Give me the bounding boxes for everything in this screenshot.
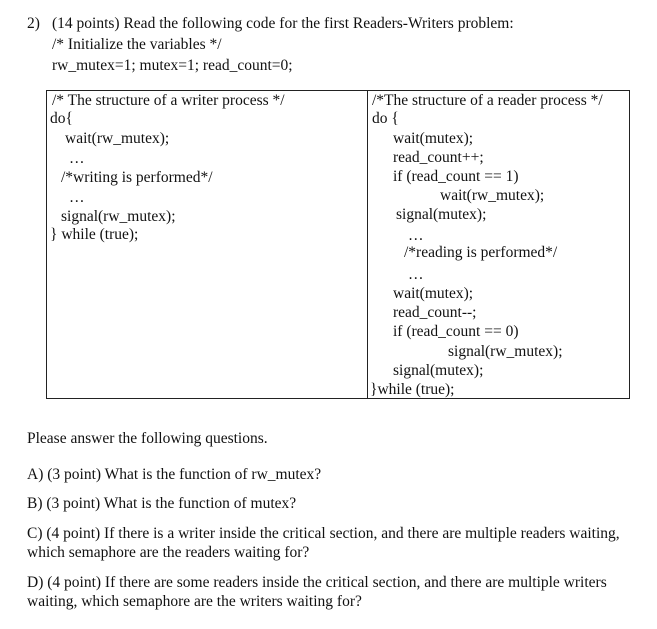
writer-while: } while (true); (50, 226, 139, 243)
writer-header: /* The structure of a writer process */ (52, 92, 285, 109)
writer-ellipsis-1: … (69, 150, 85, 167)
question-c: C) (4 point) If there is a writer inside the critical section, and there are multiple readers waiting, which semaphore are the readers waiting for? (27, 525, 620, 561)
reader-ellipsis-2: … (408, 266, 424, 283)
reader-ellipsis-1: … (408, 227, 424, 244)
writer-do: do{ (50, 110, 73, 127)
question-a: A) (3 point) What is the function of rw_mutex? (27, 466, 322, 483)
reader-while: }while (true); (370, 381, 455, 398)
reader-signal-mutex-2: signal(mutex); (393, 362, 484, 379)
reader-signal-rw-mutex: signal(rw_mutex); (448, 343, 563, 360)
init-comment: /* Initialize the variables */ (52, 36, 222, 53)
question-b: B) (3 point) What is the function of mutex? (27, 495, 297, 512)
reader-decrement: read_count--; (393, 304, 477, 321)
reader-do: do { (372, 110, 399, 127)
writer-comment: /*writing is performed*/ (61, 169, 213, 186)
reader-wait-rw-mutex: wait(rw_mutex); (440, 187, 545, 204)
question-d: D) (4 point) If there are some readers inside the critical section, and there are multiple writers waiting, which semaphore are the writers waiting for? (27, 574, 607, 610)
writer-signal-rw-mutex: signal(rw_mutex); (61, 208, 176, 225)
reader-wait-mutex-2: wait(mutex); (393, 285, 474, 302)
reader-if-2: if (read_count == 0) (393, 323, 519, 340)
question-intro: (14 points) Read the following code for the first Readers-Writers problem: (52, 15, 514, 32)
reader-header: /*The structure of a reader process */ (372, 92, 603, 109)
reader-increment: read_count++; (393, 149, 484, 166)
reader-comment: /*reading is performed*/ (404, 244, 558, 261)
writer-wait-rw-mutex: wait(rw_mutex); (65, 130, 170, 147)
init-variables: rw_mutex=1; mutex=1; read_count=0; (52, 57, 293, 74)
code-table (46, 90, 630, 399)
questions-prompt: Please answer the following questions. (27, 430, 268, 447)
reader-signal-mutex-1: signal(mutex); (396, 206, 487, 223)
question-number: 2) (27, 15, 40, 32)
reader-wait-mutex-1: wait(mutex); (393, 130, 474, 147)
reader-process-column (368, 91, 630, 398)
writer-ellipsis-2: … (69, 189, 85, 206)
writer-process-column (47, 91, 367, 398)
reader-if-1: if (read_count == 1) (393, 168, 519, 185)
